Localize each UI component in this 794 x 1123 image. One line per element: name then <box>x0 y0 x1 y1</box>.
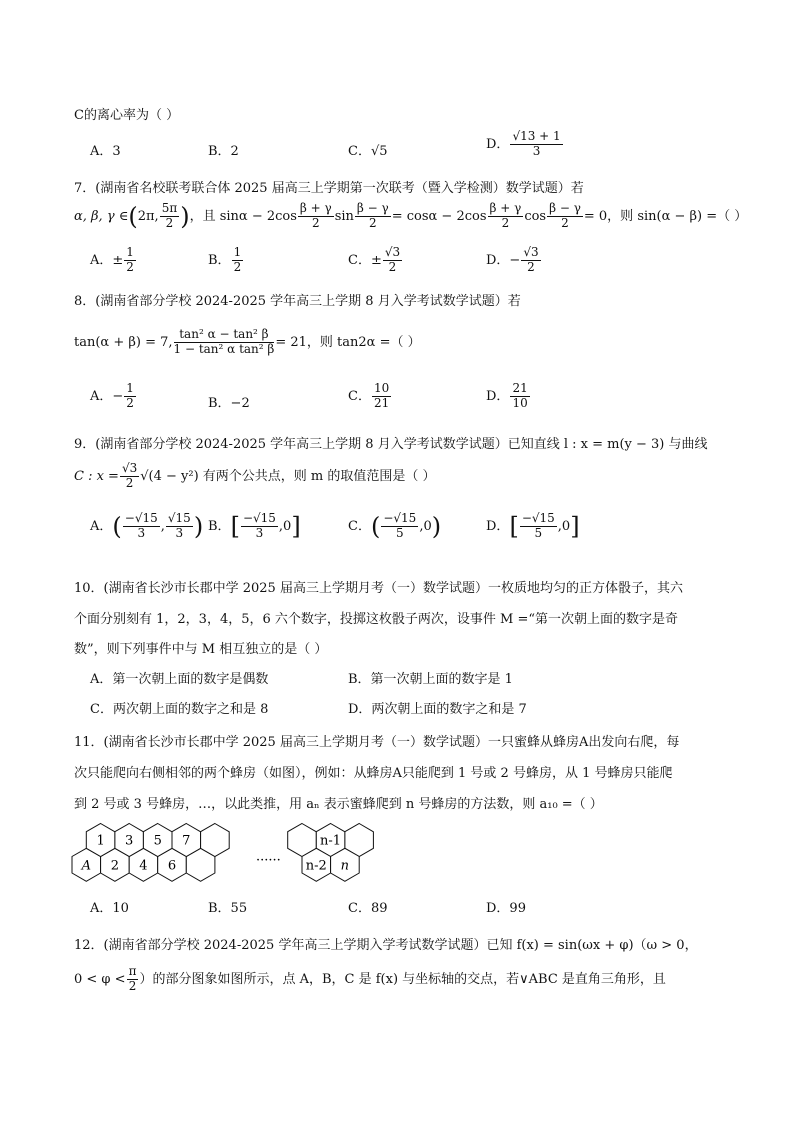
q12-line-1: 12．(湖南省部分学校 2024-2025 学年高三上学期入学考试数学试题）已知 f(x) = sin(ωx + φ)（ω > 0， <box>74 938 698 953</box>
q6-stem: C的离心率为（ ） <box>74 108 180 123</box>
q11-option-c: C．89 <box>348 901 388 916</box>
q6-option-a: A．3 <box>90 144 121 159</box>
q7-option-a: A．± $\frac{1}{2}$ <box>90 245 134 274</box>
q8-option-d: D． $\frac{21}{10}$ <box>486 381 528 410</box>
q8-option-c: C． $\frac{10}{21}$ <box>348 381 390 410</box>
q11-line-2: 次只能爬向右侧相邻的两个蜂房（如图），例如：从蜂房A只能爬到 1 号或 2 号蜂房，从 1 号蜂房只能爬 <box>74 766 673 781</box>
hive-cell-bottom-0-label: A <box>81 858 91 874</box>
q10-line-2: 个面分别刻有 1，2，3，4，5，6 六个数字，投掷这枚骰子两次，设事件 M =“第一次朝上面的数字是奇 <box>74 612 679 627</box>
q10-option-d: D．两次朝上面的数字之和是 7 <box>348 702 527 717</box>
q10-line-3: 数”，则下列事件中与 M 相互独立的是（ ） <box>74 642 328 657</box>
hive-cell-top-1-label: 3 <box>125 833 134 849</box>
q11-line-3: 到 2 号或 3 号蜂房，…，以此类推，用 aₙ 表示蜜蜂爬到 n 号蜂房的方法数，则 a₁₀ =（ ） <box>74 797 603 812</box>
q9-heading: 9．(湖南省部分学校 2024-2025 学年高三上学期 8 月入学考试数学试题）已知直线 l : x = m(y − 3) 与曲线 <box>74 437 708 452</box>
q6-option-c: C．√5 <box>348 144 388 159</box>
q7-option-d: D．− $\frac{√3}{2}$ <box>486 245 539 274</box>
hive-cell-bottom-1-label: 2 <box>110 858 120 874</box>
q10-option-b: B．第一次朝上面的数字是 1 <box>348 672 513 687</box>
q6-option-d: D． $\frac{√13 + 1}{3}$ <box>486 129 561 158</box>
q9-option-b: B．[ $\frac{-√15}{3}$ ,0] <box>208 511 301 541</box>
q9-option-d: D．[ $\frac{-√15}{5}$ ,0] <box>486 511 580 541</box>
q6-option-b: B．2 <box>208 144 239 159</box>
q10-line-1: 10．(湖南省长沙市长郡中学 2025 届高三上学期月考（一）数学试题）一枚质地均匀的正方体骰子，其六 <box>74 581 683 596</box>
q11-option-a: A．10 <box>90 901 129 916</box>
q8-option-b: B．−2 <box>208 396 250 411</box>
q8-condition: tan(α + β) = 7, $\frac{\text{tan² α − tan² β}}{\text{1 − tan² α tan² β}}$ = 21，则 tan2α =（ ） <box>74 327 421 356</box>
hive-cell-top-2-label: 5 <box>153 833 162 849</box>
hive-cell-top-0-label: 1 <box>96 833 105 849</box>
q7-option-b: B． $\frac{1}{2}$ <box>208 245 242 274</box>
beehive-diagram <box>70 822 390 892</box>
q11-option-d: D．99 <box>486 901 526 916</box>
q9-curve: C : x = $\frac{√3}{2}$ √(4 − y²) 有两个公共点，则 m 的取值范围是（ ） <box>74 461 436 490</box>
q10-option-a: A．第一次朝上面的数字是偶数 <box>90 672 269 687</box>
q10-option-c: C．两次朝上面的数字之和是 8 <box>90 702 269 717</box>
ellipsis: ······ <box>256 853 281 868</box>
hive-cell-right-n-minus-2-label: n-2 <box>305 858 327 874</box>
hive-cell-bottom-2-label: 4 <box>139 858 148 874</box>
hive-cell-right-n-label: n <box>340 858 350 874</box>
q7-condition: α, β, γ ∈(2π, $\frac{5\pi}{2}$ )，且 sinα − 2cos $\frac{\beta + \gamma}{2}$ sin $\frac{\beta - \gamma}{2}$ = cosα − 2cos $\frac{\beta + \gamma}{2}$ cos $\frac{\beta - \gamma}{2}$ = 0，则 sin(α − β) =（ ） <box>74 201 748 231</box>
q6-option-d-fraction: $\frac{√13 + 1}{3}$ <box>512 129 561 158</box>
hive-cell-top-3-label: 7 <box>182 833 191 849</box>
q7-option-c: C．± $\frac{√3}{2}$ <box>348 245 401 274</box>
hive-cell-bottom-3-label: 6 <box>167 858 177 874</box>
q9-option-c: C．( $\frac{-√15}{5}$ ,0) <box>348 511 442 541</box>
q7-heading: 7．(湖南省名校联考联合体 2025 届高三上学期第一次联考（暨入学检测）数学试题）若 <box>74 181 584 196</box>
q8-heading: 8．(湖南省部分学校 2024-2025 学年高三上学期 8 月入学考试数学试题）若 <box>74 294 521 309</box>
hive-cell-right-n-minus-1-label: n-1 <box>320 833 342 849</box>
q8-option-a: A．− $\frac{1}{2}$ <box>90 381 134 410</box>
q12-line-2: 0 < φ < $\frac{\pi}{2}$ ）的部分图象如图所示，点 A，B，C 是 f(x) 与坐标轴的交点，若∨ABC 是直角三角形，且 <box>74 964 666 993</box>
q11-line-1: 11．(湖南省长沙市长郡中学 2025 届高三上学期月考（一）数学试题）一只蜜蜂从蜂房A出发向右爬，每 <box>74 735 680 750</box>
q9-option-a: A．( $\frac{-√15}{3}$ , $\frac{√15}{3}$ ) <box>90 511 204 541</box>
q11-option-b: B．55 <box>208 901 248 916</box>
